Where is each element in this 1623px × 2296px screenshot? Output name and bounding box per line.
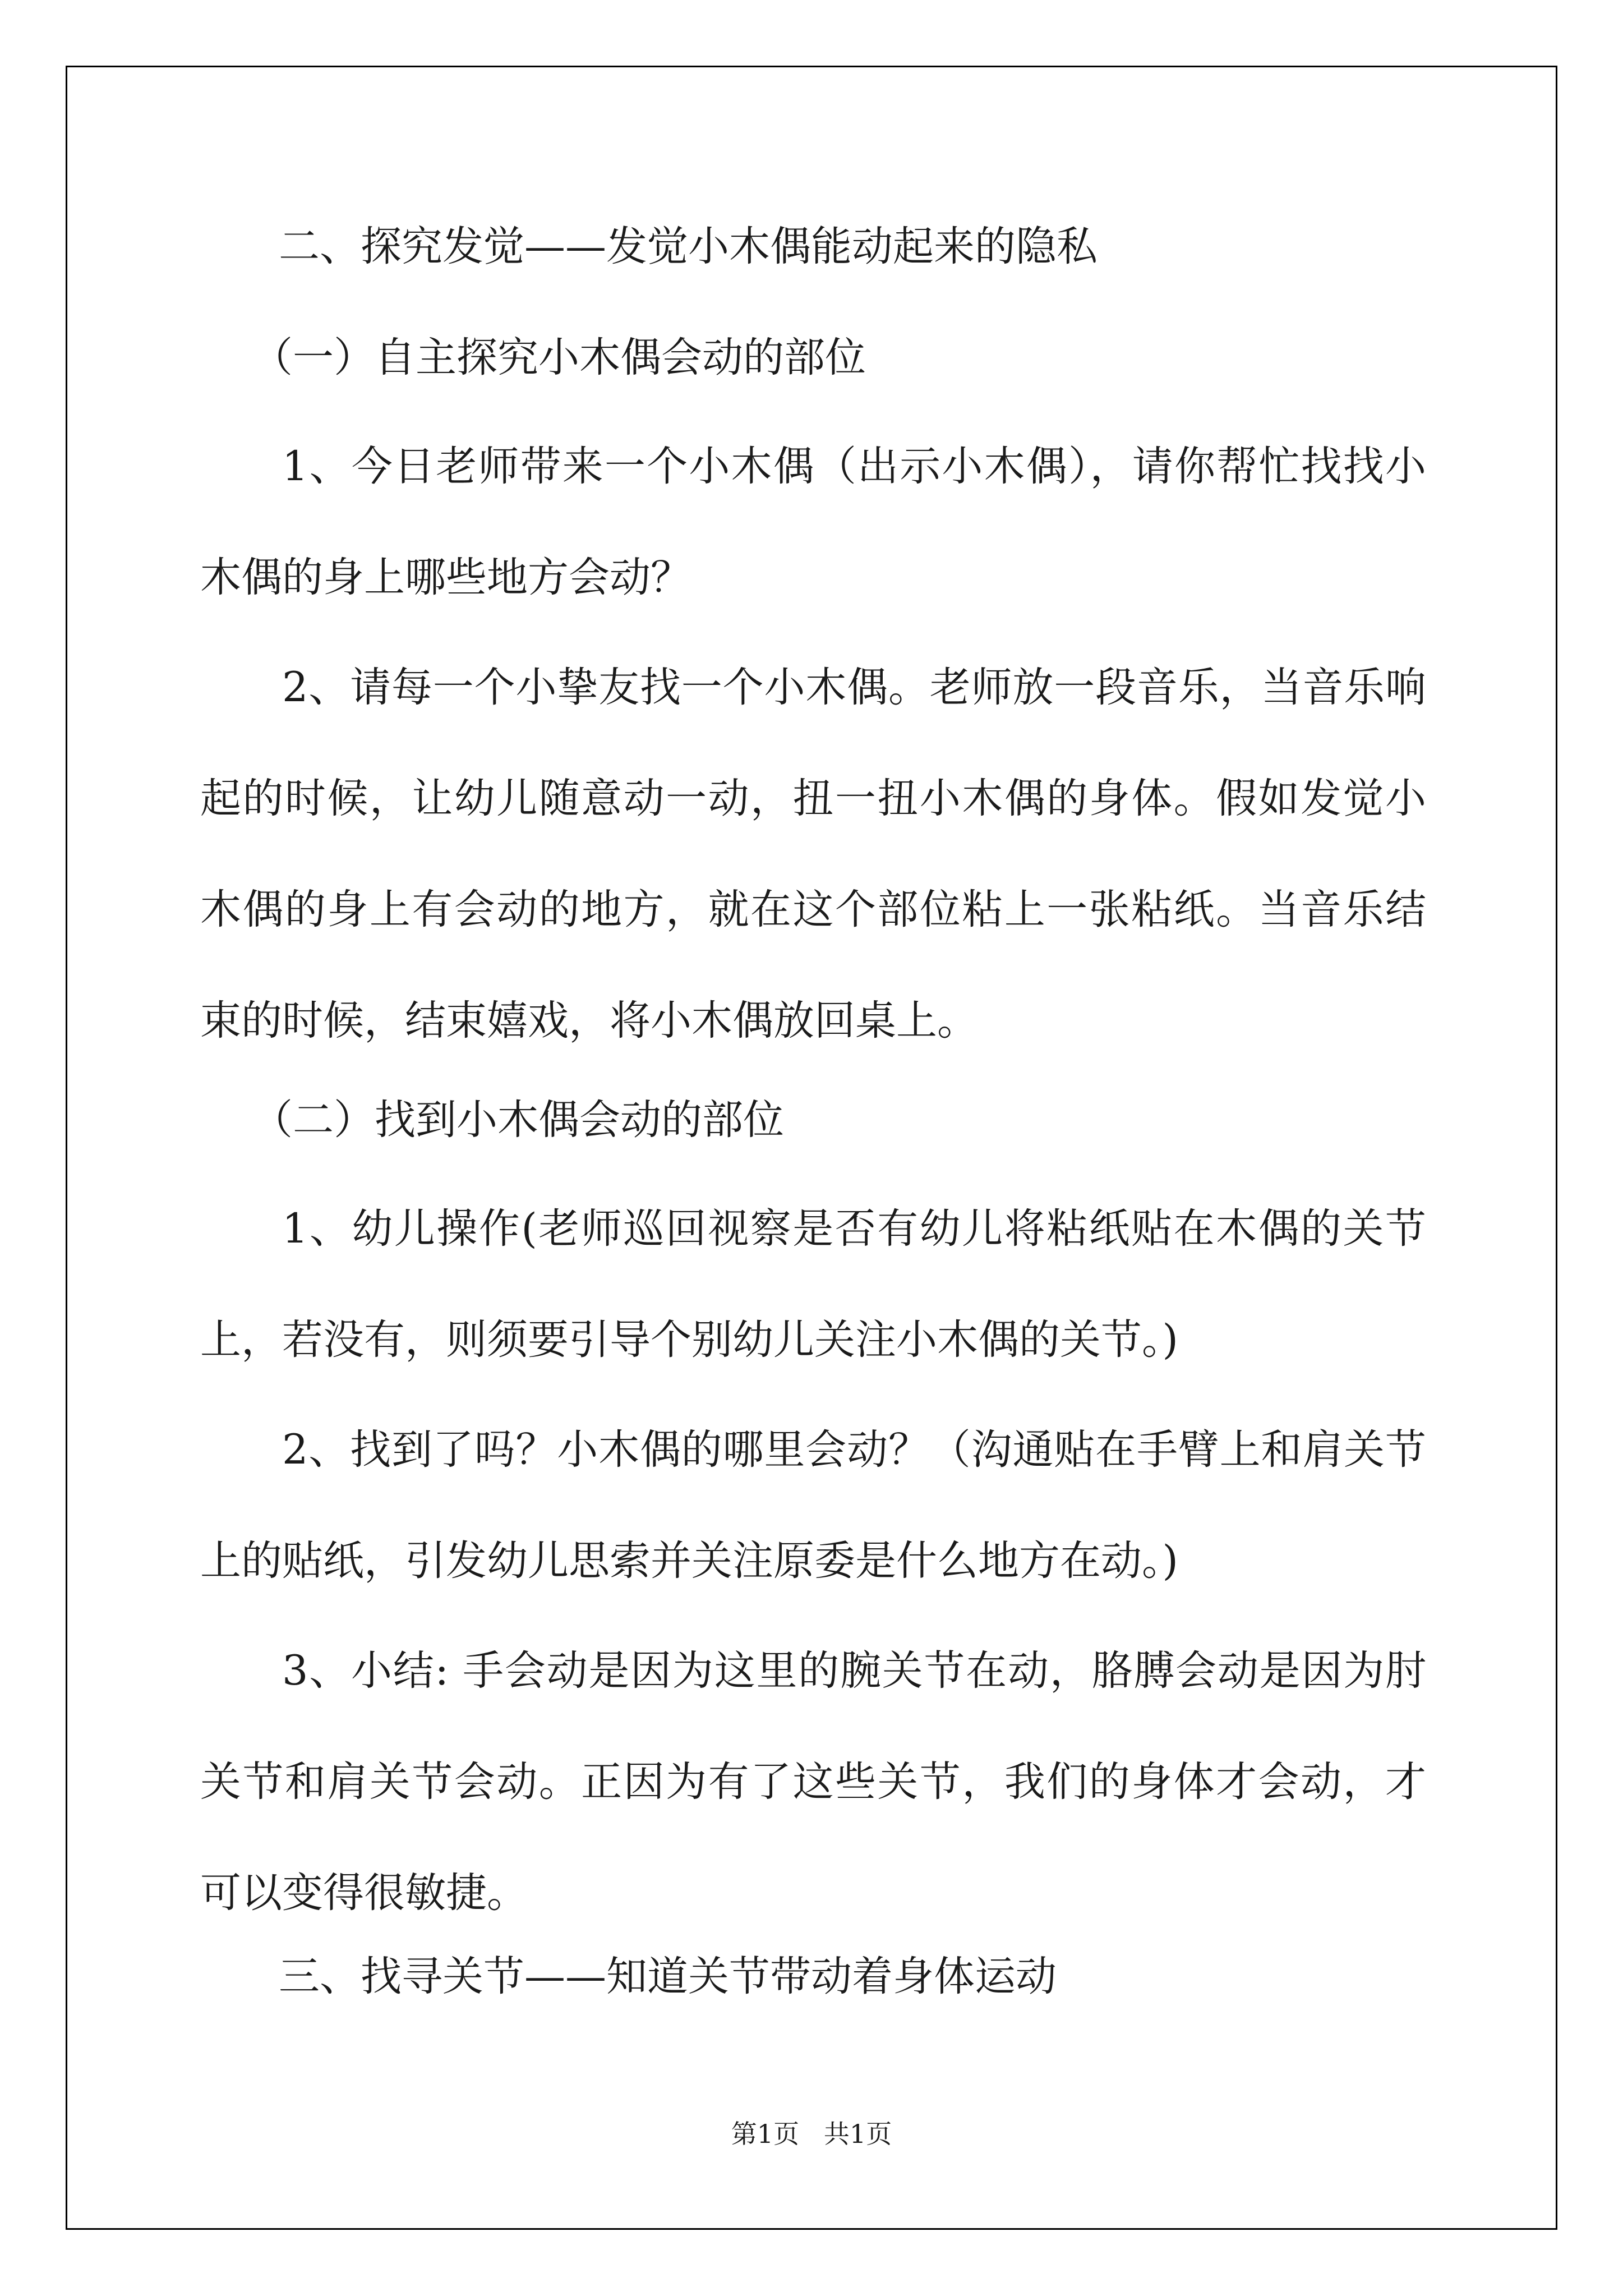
section-heading-2: 二、探究发觉——发觉小木偶能动起来的隐私 xyxy=(279,223,1098,270)
section-heading-3: 三、找寻关节——知道关节带动着身体运动 xyxy=(279,1953,1057,2000)
paragraph-1: 1、今日老师带来一个小木偶（出示小木偶），请你帮忙找找小木偶的身上哪些地方会动？ xyxy=(200,443,1426,601)
paragraph-3: 1、幼儿操作(老师巡回视察是否有幼儿将粘纸贴在木偶的关节上，若没有，则须要引导个别幼儿关注小木偶的关节。) xyxy=(200,1205,1426,1364)
subsection-heading-1: （一）自主探究小木偶会动的部位 xyxy=(252,334,866,381)
subsection-heading-2: （二）找到小木偶会动的部位 xyxy=(252,1096,784,1144)
paragraph-5: 3、小结: 手会动是因为这里的腕关节在动，胳膊会动是因为肘关节和肩关节会动。正因为有了这些关节，我们的身体才会动，才可以变得很敏捷。 xyxy=(200,1647,1426,1917)
page-footer: 第1页 共1页 xyxy=(731,2119,892,2149)
paragraph-2: 2、请每一个小挚友找一个小木偶。老师放一段音乐，当音乐响起的时候，让幼儿随意动一动，扭一扭小木偶的身体。假如发觉小木偶的身上有会动的地方，就在这个部位粘上一张粘纸。当音乐结束的时候，结束嬉戏，将小木偶放回桌上。 xyxy=(200,664,1426,1045)
paragraph-4: 2、找到了吗？小木偶的哪里会动？（沟通贴在手臂上和肩关节上的贴纸，引发幼儿思索并关注原委是什么地方在动。) xyxy=(200,1426,1426,1585)
